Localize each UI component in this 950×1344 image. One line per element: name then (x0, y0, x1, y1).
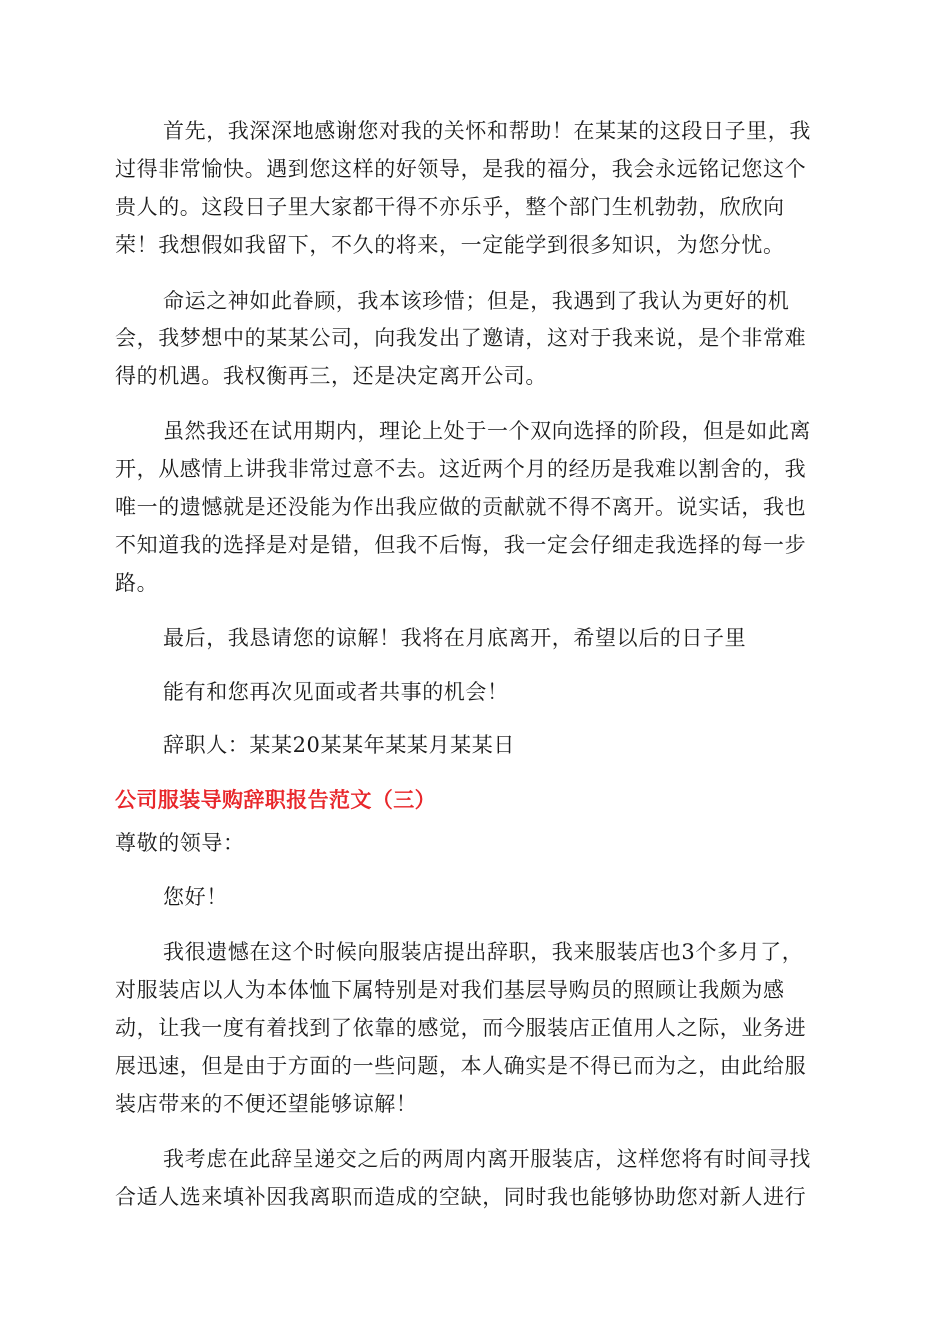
greeting: 您好！ (163, 885, 228, 909)
paragraph-6-line-1: 我很遗憾在这个时候向服装店提出辞职，我来服装店也3个多月了， (163, 940, 804, 964)
paragraph-2-line-3: 得的机遇。我权衡再三，还是决定离开公司。 (115, 364, 547, 388)
paragraph-6-line-5: 装店带来的不便还望能够谅解！ (115, 1092, 418, 1116)
paragraph-1-line-1: 首先，我深深地感谢您对我的关怀和帮助！在某某的这段日子里，我 (163, 119, 811, 143)
paragraph-1-line-4: 荣！我想假如我留下，不久的将来，一定能学到很多知识，为您分忧。 (115, 233, 785, 257)
paragraph-1-line-2: 过得非常愉快。遇到您这样的好领导，是我的福分，我会永远铭记您这个 (115, 157, 807, 181)
salutation: 尊敬的领导： (115, 831, 245, 855)
paragraph-7-line-1: 我考虑在此辞呈递交之后的两周内离开服装店，这样您将有时间寻找 (163, 1147, 811, 1171)
paragraph-5: 能有和您再次见面或者共事的机会！ (163, 680, 509, 704)
paragraph-3-line-5: 路。 (115, 571, 159, 595)
paragraph-1-line-3: 贵人的。这段日子里大家都干得不亦乐乎，整个部门生机勃勃，欣欣向 (115, 195, 785, 219)
paragraph-3-line-2: 开，从感情上讲我非常过意不去。这近两个月的经历是我难以割舍的，我 (115, 457, 807, 481)
paragraph-4: 最后，我恳请您的谅解！我将在月底离开，希望以后的日子里 (163, 626, 747, 650)
paragraph-3-line-1: 虽然我还在试用期内，理论上处于一个双向选择的阶段，但是如此离 (163, 419, 811, 443)
paragraph-6-line-2: 对服装店以人为本体恤下属特别是对我们基层导购员的照顾让我颇为感 (115, 978, 785, 1002)
paragraph-6-line-3: 动，让我一度有着找到了依靠的感觉，而今服装店正值用人之际，业务进 (115, 1016, 807, 1040)
signature: 辞职人：某某20某某年某某月某某日 (163, 733, 515, 757)
section-heading: 公司服装导购辞职报告范文（三） (115, 788, 436, 812)
paragraph-2-line-1: 命运之神如此眷顾，我本该珍惜；但是，我遇到了我认为更好的机 (163, 289, 790, 313)
paragraph-2-line-2: 会，我梦想中的某某公司，向我发出了邀请，这对于我来说，是个非常难 (115, 326, 807, 350)
paragraph-7-line-2: 合适人选来填补因我离职而造成的空缺，同时我也能够协助您对新人进行 (115, 1185, 807, 1209)
paragraph-3-line-3: 唯一的遗憾就是还没能为作出我应做的贡献就不得不离开。说实话，我也 (115, 495, 807, 519)
paragraph-6-line-4: 展迅速，但是由于方面的一些问题，本人确实是不得已而为之，由此给服 (115, 1054, 807, 1078)
paragraph-3-line-4: 不知道我的选择是对是错，但我不后悔，我一定会仔细走我选择的每一步 (115, 533, 807, 557)
